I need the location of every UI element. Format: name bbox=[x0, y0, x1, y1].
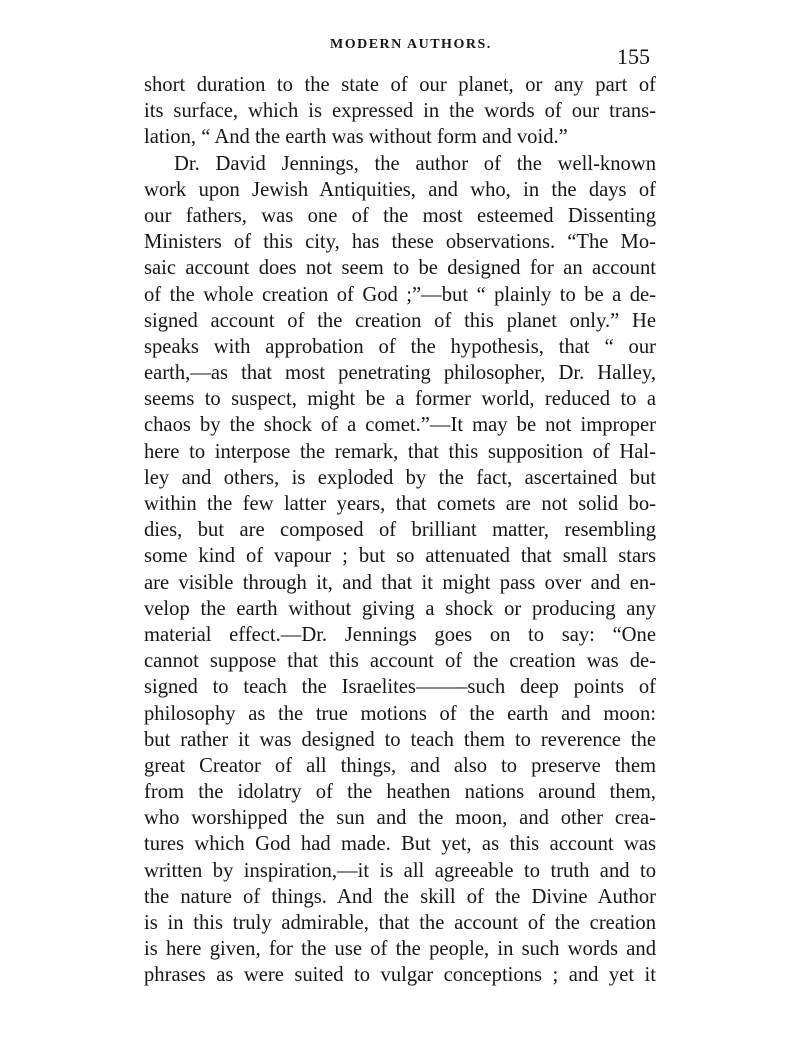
text-line: here to interpose the remark, that this supposition of Hal- bbox=[144, 440, 656, 463]
text-line: signed account of the creation of this planet only.” He bbox=[144, 309, 656, 332]
text-line: speaks with approbation of the hypothesis, that “ our bbox=[144, 335, 656, 358]
text-line: work upon Jewish Antiquities, and who, in the days of bbox=[144, 178, 656, 201]
text-line: is in this truly admirable, that the account of the creation bbox=[144, 912, 656, 934]
text-line: ley and others, is exploded by the fact, ascertained but bbox=[144, 466, 656, 489]
text-line: written by inspiration,—it is all agreeable to truth and to bbox=[144, 859, 656, 882]
text-line: of the whole creation of God ;”—but “ plainly to be a de- bbox=[144, 283, 656, 306]
text-line: Ministers of this city, has these observations. “The Mo- bbox=[144, 231, 656, 254]
text-line: within the few latter years, that comets are not solid bo- bbox=[144, 493, 656, 515]
page-number: 155 bbox=[617, 44, 650, 69]
text-line: seems to suspect, might be a former world, reduced to a bbox=[144, 388, 656, 411]
text-line: chaos by the shock of a comet.”—It may be not improper bbox=[144, 414, 656, 437]
text-line: from the idolatry of the heathen nations around them, bbox=[144, 781, 656, 804]
text-line: some kind of vapour ; but so attenuated that small stars bbox=[144, 545, 656, 568]
text-line: our fathers, was one of the most esteemed Dissenting bbox=[144, 204, 656, 227]
text-line: velop the earth without giving a shock or producing any bbox=[144, 597, 656, 620]
text-line: philosophy as the true motions of the earth and moon: bbox=[144, 702, 656, 725]
body-text bbox=[144, 72, 656, 989]
text-line: dies, but are composed of brilliant matter, resembling bbox=[144, 519, 656, 542]
text-line: cannot suppose that this account of the creation was de- bbox=[144, 650, 656, 673]
text-line: signed to teach the Israelites——–such deep points of bbox=[144, 676, 656, 699]
text-line: is here given, for the use of the people, in such words and bbox=[144, 938, 656, 961]
text-line: are visible through it, and that it might pass over and en- bbox=[144, 571, 656, 594]
text-line: the nature of things. And the skill of the Divine Author bbox=[144, 885, 656, 908]
text-line: but rather it was designed to teach them to reverence the bbox=[144, 728, 656, 751]
text-line: its surface, which is expressed in the words of our trans- bbox=[144, 100, 656, 123]
text-line: material effect.—Dr. Jennings goes on to say: “One bbox=[144, 623, 656, 646]
text-line: lation, “ And the earth was without form and void.” bbox=[144, 126, 568, 149]
text-line: who worshipped the sun and the moon, and other crea- bbox=[144, 807, 656, 830]
text-line: saic account does not seem to be designed for an account bbox=[144, 257, 656, 280]
text-line: phrases as were suited to vulgar conceptions ; and yet it bbox=[144, 964, 656, 987]
text-line: short duration to the state of our planet, or any part of bbox=[144, 74, 656, 96]
text-line: great Creator of all things, and also to preserve them bbox=[144, 754, 656, 777]
text-line: Dr. David Jennings, the author of the well-known bbox=[174, 152, 656, 175]
text-line: earth,—as that most penetrating philosopher, Dr. Halley, bbox=[144, 362, 656, 385]
text-line: tures which God had made. But yet, as this account was bbox=[144, 833, 656, 856]
running-head: MODERN AUTHORS. bbox=[330, 37, 492, 52]
